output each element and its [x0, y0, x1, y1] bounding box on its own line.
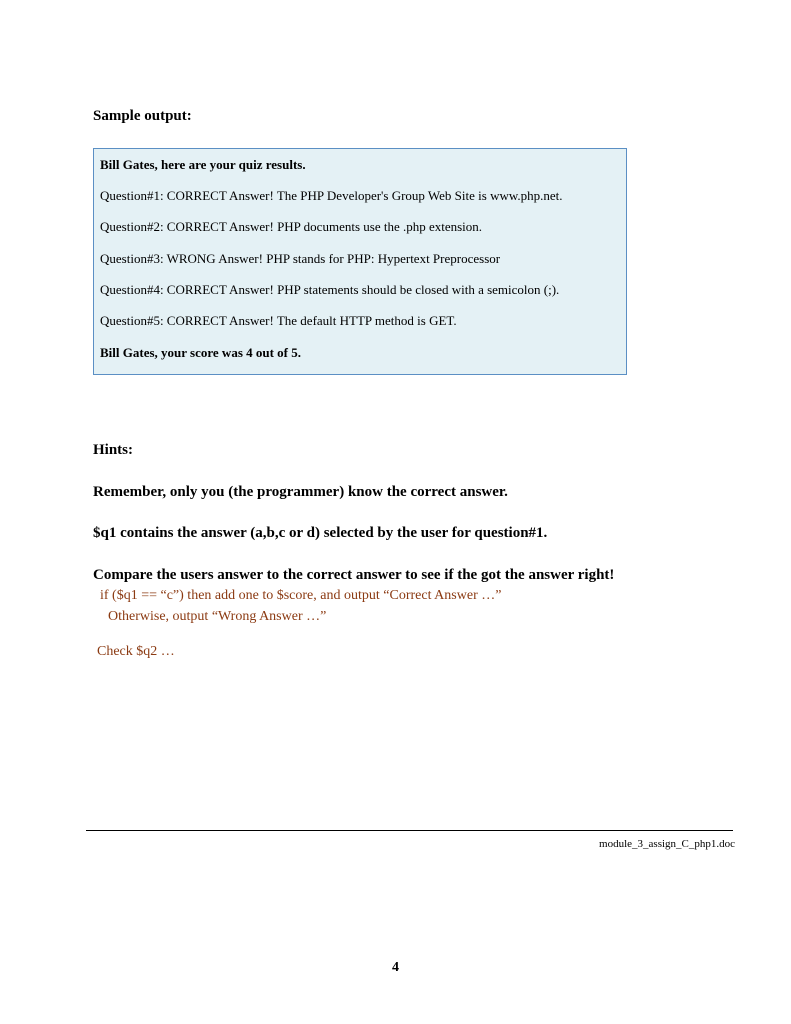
page-number: 4 [392, 960, 399, 975]
output-question-2: Question#2: CORRECT Answer! PHP documents use the .php extension. [100, 219, 483, 234]
pseudocode-line-2: Otherwise, output “Wrong Answer …” [108, 609, 327, 624]
pseudocode-line-1: if ($q1 == “c”) then add one to $score, and output “Correct Answer …” [100, 588, 502, 603]
output-question-3: Question#3: WRONG Answer! PHP stands for PHP: Hypertext Preprocessor [100, 251, 501, 266]
output-greeting: Bill Gates, here are your quiz results. [100, 157, 306, 172]
hints-heading: Hints: [93, 442, 134, 458]
hint-line-2: $q1 contains the answer (a,b,c or d) selected by the user for question#1. [93, 525, 548, 541]
pseudocode-line-3: Check $q2 … [97, 644, 175, 659]
footer-filename: module_3_assign_C_php1.doc [599, 838, 735, 850]
output-score: Bill Gates, your score was 4 out of 5. [100, 345, 302, 360]
output-question-4: Question#4: CORRECT Answer! PHP statements should be closed with a semicolon (;). [100, 282, 560, 297]
footer-divider [86, 830, 733, 831]
sample-output-box [93, 148, 627, 375]
output-question-1: Question#1: CORRECT Answer! The PHP Developer's Group Web Site is www.php.net. [100, 188, 563, 203]
sample-output-heading: Sample output: [93, 108, 192, 124]
hint-line-3: Compare the users answer to the correct answer to see if the got the answer right! [93, 567, 615, 583]
output-question-5: Question#5: CORRECT Answer! The default HTTP method is GET. [100, 313, 457, 328]
hint-line-1: Remember, only you (the programmer) know the correct answer. [93, 484, 508, 500]
